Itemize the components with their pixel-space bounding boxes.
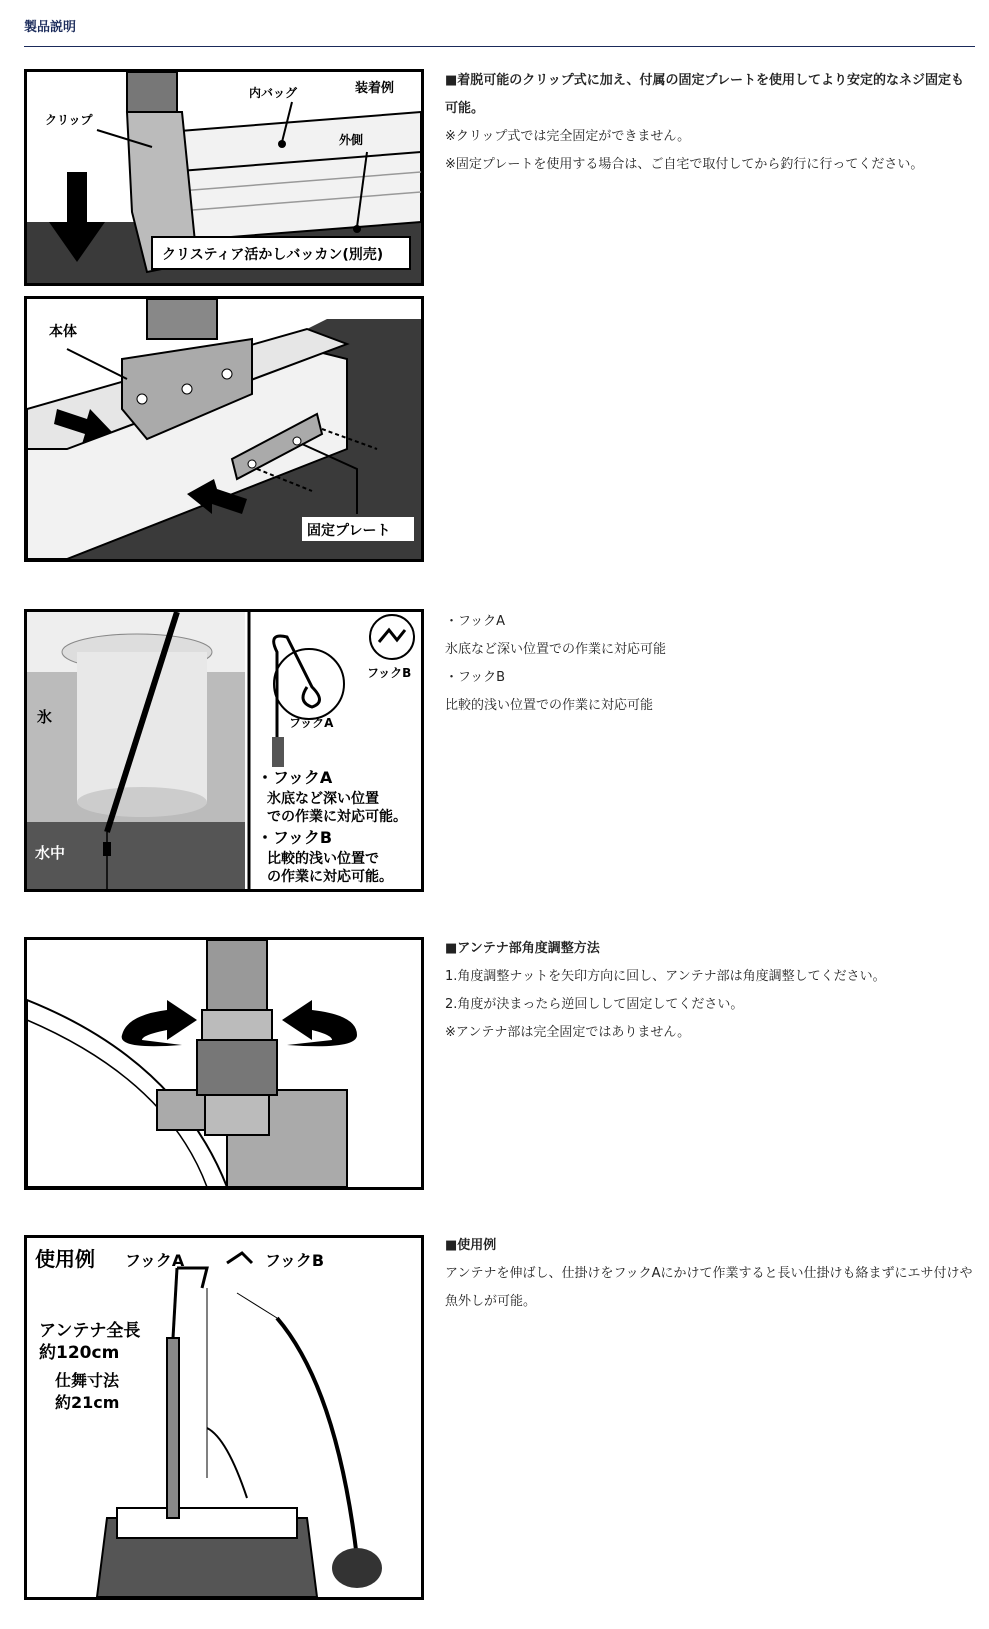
header-divider: [24, 46, 975, 47]
label-hook-b: フックB: [265, 1251, 325, 1270]
sec3-line-4: ※アンテナ部は完全固定ではありません。: [445, 1025, 691, 1040]
cap-hook-b-l1: 比較的浅い位置で: [267, 851, 379, 867]
usage-illustration: [27, 1238, 421, 1597]
label-hook-a: フックA: [125, 1251, 185, 1270]
sec4-line-1: ■使用例: [445, 1238, 497, 1253]
label-usage-example: 使用例: [35, 1247, 95, 1271]
sec4-text: [445, 1232, 975, 1316]
sec3-text: [445, 935, 975, 1047]
sec2-line-2: 氷底など深い位置での作業に対応可能: [445, 642, 667, 657]
label-hook-a: フックA: [289, 716, 334, 730]
label-inner-bag: 内バッグ: [249, 86, 298, 100]
label-folded-length: 仕舞寸法: [55, 1371, 120, 1390]
label-example: 装着例: [355, 81, 395, 96]
cap-hook-b-title: ・フックB: [257, 828, 333, 847]
label-outer: 外側: [339, 133, 364, 147]
sec3-line-3: 2.角度が決まったら逆回しして固定してください。: [445, 997, 744, 1012]
cap-hook-a-l1: 氷底など深い位置: [267, 791, 379, 807]
label-plate: 固定プレート: [307, 523, 391, 539]
sec1-line-1: ■着脱可能のクリップ式に加え、付属の固定プレートを使用してより安定的なネジ固定も可能。: [445, 73, 965, 116]
figure-angle-adjust: [24, 937, 424, 1190]
sec1-line-2: ※クリップ式では完全固定ができません。: [445, 129, 691, 144]
hooks-illustration: [27, 612, 421, 889]
figure-hooks: [24, 609, 424, 892]
sec1-line-3: ※固定プレートを使用する場合は、ご自宅で取付してから釣行に行ってください。: [445, 157, 924, 172]
cap-hook-b-l2: の作業に対応可能。: [267, 869, 393, 885]
sec3-line-1: ■アンテナ部角度調整方法: [445, 941, 600, 956]
sec1-text: [445, 67, 975, 179]
sec2-line-3: ・フックB: [445, 670, 506, 685]
page-title: 製品説明: [24, 20, 77, 35]
figure-plate-mount: [24, 296, 424, 562]
sec3-line-2: 1.角度調整ナットを矢印方向に回し、アンテナ部は角度調整してください。: [445, 969, 886, 984]
figure-usage-example: [24, 1235, 424, 1600]
label-antenna-length: アンテナ全長: [39, 1321, 141, 1341]
sec2-text: [445, 608, 975, 720]
cap-hook-a-l2: での作業に対応可能。: [267, 809, 407, 825]
plate-illustration: [27, 299, 421, 559]
sec2-line-4: 比較的浅い位置での作業に対応可能: [445, 698, 654, 713]
figure-clip-mount: [24, 69, 424, 286]
label-hook-b: フックB: [367, 666, 412, 680]
label-water: 水中: [35, 844, 66, 862]
angle-illustration: [27, 940, 421, 1187]
cap-hook-a-title: ・フックA: [257, 768, 333, 787]
label-ice: 氷: [37, 708, 53, 726]
label-antenna-length-value: 約120cm: [39, 1343, 120, 1363]
clip-illustration: [27, 72, 421, 283]
label-body: 本体: [49, 324, 77, 340]
label-folded-length-value: 約21cm: [55, 1393, 120, 1412]
sec4-line-2: アンテナを伸ばし、仕掛けをフックAにかけて作業すると長い仕掛けも絡まずにエサ付けや魚外しが可能。: [445, 1266, 973, 1309]
label-bakkan: クリスティア活かしバッカン(別売): [162, 247, 384, 263]
sec2-line-1: ・フックA: [445, 614, 505, 629]
label-clip: クリップ: [45, 113, 93, 127]
